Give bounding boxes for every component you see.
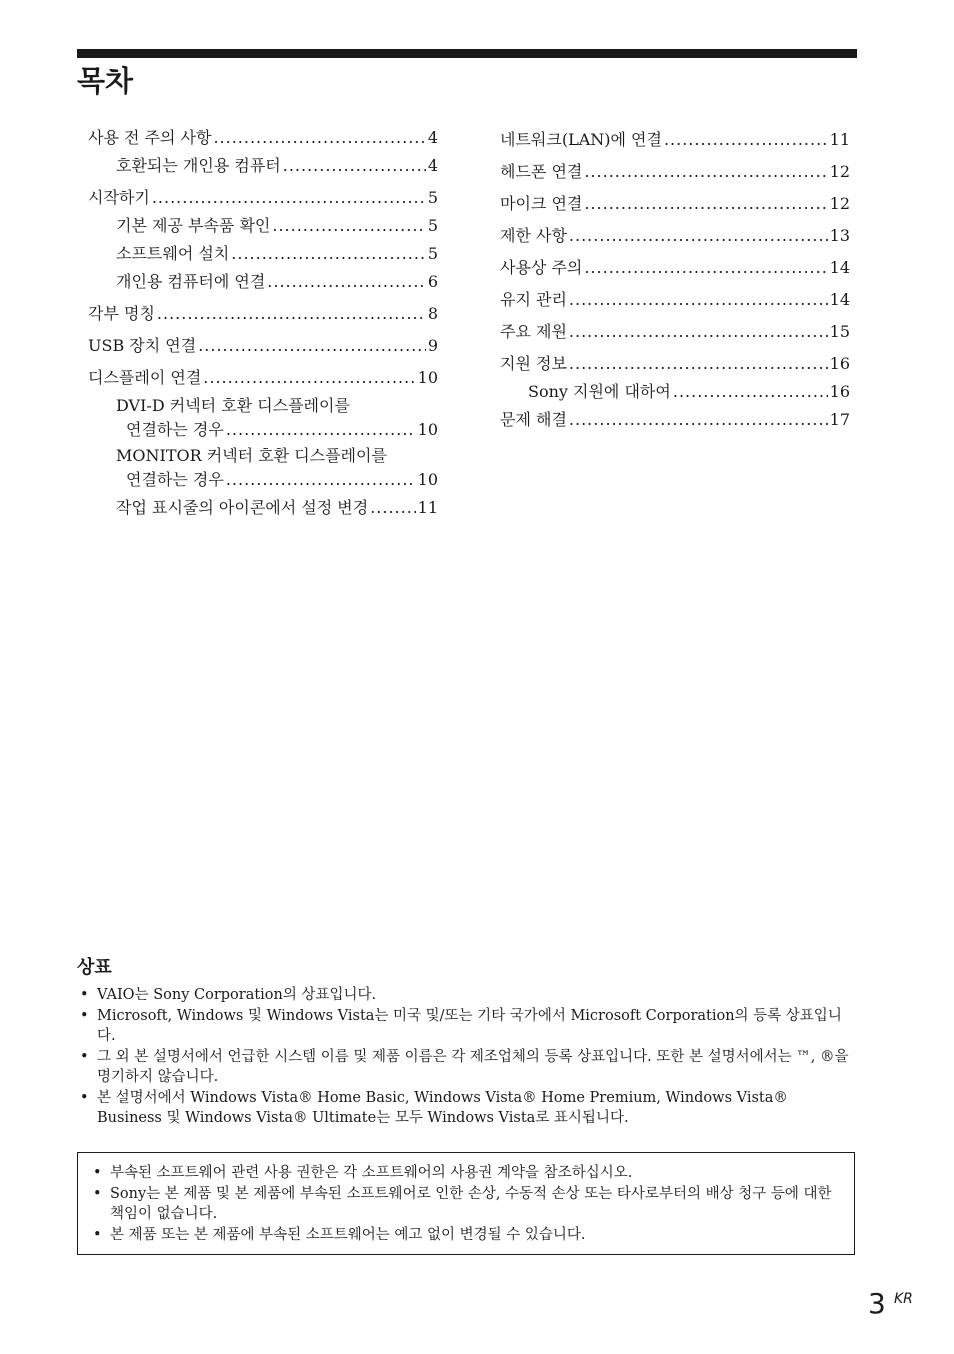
toc-entry-page: 10 bbox=[417, 420, 438, 439]
toc-entry-title: 마이크 연결 bbox=[500, 194, 583, 213]
top-rule bbox=[77, 49, 857, 58]
page-number: 3 bbox=[868, 1287, 886, 1320]
toc-entry[interactable] bbox=[88, 152, 438, 180]
notice-item: • 본 제품 또는 본 제품에 부속된 소프트웨어는 예고 없이 변경될 수 있습니다. bbox=[90, 1225, 842, 1246]
toc-entry-title: 유지 관리 bbox=[500, 290, 567, 309]
toc-leader bbox=[569, 316, 828, 348]
toc-entry-page: 5 bbox=[427, 188, 438, 207]
toc-entry-page: 16 bbox=[829, 382, 850, 401]
toc-entry-page: 15 bbox=[829, 322, 850, 341]
toc-entry[interactable] bbox=[88, 332, 438, 360]
toc-entry-title: 사용 전 주의 사항 bbox=[88, 128, 212, 147]
notice-list bbox=[78, 1153, 854, 1245]
toc-leader bbox=[226, 468, 416, 492]
toc-entry-title: Sony 지원에 대하여 bbox=[528, 382, 671, 401]
toc-entry-page: 12 bbox=[829, 162, 850, 181]
toc-entry[interactable] bbox=[88, 212, 438, 240]
toc-entry[interactable] bbox=[88, 268, 438, 296]
toc-entry-title: 헤드폰 연결 bbox=[500, 162, 583, 181]
toc-entry[interactable] bbox=[88, 184, 438, 212]
toc-leader bbox=[370, 494, 415, 522]
toc-entry[interactable] bbox=[500, 188, 850, 220]
toc-entry-page: 4 bbox=[427, 156, 438, 175]
toc-entry-title: 작업 표시줄의 아이콘에서 설정 변경 bbox=[116, 498, 369, 517]
toc-entry-page: 17 bbox=[829, 410, 850, 429]
toc-entry[interactable] bbox=[500, 348, 850, 380]
toc-entry[interactable] bbox=[500, 284, 850, 316]
trademarks-list bbox=[77, 985, 857, 1129]
toc-entry-page: 9 bbox=[427, 336, 438, 355]
toc-left-column bbox=[88, 124, 438, 522]
toc-entry[interactable] bbox=[88, 444, 438, 492]
toc-entry-page: 10 bbox=[417, 368, 438, 387]
page-title: 목차 bbox=[77, 64, 134, 98]
trademark-item: • 그 외 본 설명서에서 언급한 시스템 이름 및 제품 이름은 각 제조업체의 등록 상표입니다. 또한 본 설명서에서는 ™, ®을 명기하지 않습니다. bbox=[77, 1047, 857, 1088]
toc-entry-title: 호환되는 개인용 컴퓨터 bbox=[116, 156, 281, 175]
toc-entry-page: 8 bbox=[427, 304, 438, 323]
toc-entry-title: 소프트웨어 설치 bbox=[116, 244, 230, 263]
toc-leader bbox=[569, 284, 828, 316]
toc-leader bbox=[213, 124, 425, 152]
toc-leader bbox=[272, 212, 425, 240]
toc-entry-title: 주요 제원 bbox=[500, 322, 567, 341]
toc-entry[interactable] bbox=[88, 124, 438, 152]
toc-entry-page: 6 bbox=[427, 272, 438, 291]
toc-leader bbox=[584, 156, 827, 188]
toc-leader bbox=[152, 184, 426, 212]
toc-leader bbox=[584, 252, 827, 284]
trademark-item: • VAIO는 Sony Corporation의 상표입니다. bbox=[77, 985, 857, 1006]
toc-entry-title: 사용상 주의 bbox=[500, 258, 583, 277]
toc-entry-title: MONITOR 커넥터 호환 디스플레이를 bbox=[116, 446, 387, 465]
toc-entry-title: 제한 사항 bbox=[500, 226, 567, 245]
toc-leader bbox=[157, 300, 426, 328]
toc-entry-page: 14 bbox=[829, 258, 850, 277]
toc-entry[interactable] bbox=[88, 494, 438, 522]
toc-entry-page: 14 bbox=[829, 290, 850, 309]
toc-entry-title-cont: 연결하는 경우 bbox=[126, 470, 224, 489]
toc-entry-page: 10 bbox=[417, 470, 438, 489]
page-number-suffix: KR bbox=[894, 1291, 913, 1307]
notice-box bbox=[77, 1152, 855, 1255]
toc-leader bbox=[198, 332, 426, 360]
toc-entry-title-cont: 연결하는 경우 bbox=[126, 420, 224, 439]
toc-leader bbox=[226, 418, 416, 442]
toc-entry-page: 5 bbox=[427, 216, 438, 235]
toc-entry-page: 13 bbox=[829, 226, 850, 245]
toc-entry-page: 4 bbox=[427, 128, 438, 147]
toc-leader bbox=[584, 188, 827, 220]
toc-entry-title: 디스플레이 연결 bbox=[88, 368, 202, 387]
toc-entry[interactable] bbox=[500, 156, 850, 188]
toc-entry[interactable] bbox=[88, 300, 438, 328]
toc-leader bbox=[569, 404, 828, 436]
toc-entry-title: 문제 해결 bbox=[500, 410, 567, 429]
toc-leader bbox=[569, 220, 828, 252]
toc-leader bbox=[267, 268, 426, 296]
toc-entry-title: 지원 정보 bbox=[500, 354, 567, 373]
toc-entry[interactable] bbox=[500, 252, 850, 284]
toc-leader bbox=[231, 240, 426, 268]
toc-entry-title: 기본 제공 부속품 확인 bbox=[116, 216, 271, 235]
toc-entry[interactable] bbox=[500, 316, 850, 348]
trademark-item: • 본 설명서에서 Windows Vista® Home Basic, Windows Vista® Home Premium, Windows Vista® Business 및 Windows Vista® Ultimate는 모두 Windows Vista로 표시됩니다. bbox=[77, 1088, 857, 1129]
toc-entry[interactable] bbox=[500, 380, 850, 404]
toc-leader bbox=[569, 348, 828, 380]
toc-leader bbox=[673, 380, 828, 404]
toc-entry-title: 각부 명칭 bbox=[88, 304, 155, 323]
toc-entry[interactable] bbox=[500, 220, 850, 252]
toc-entry-title: 시작하기 bbox=[88, 188, 150, 207]
toc-right-column bbox=[500, 124, 850, 436]
toc-entry-page: 12 bbox=[829, 194, 850, 213]
toc-entry-title: 네트워크(LAN)에 연결 bbox=[500, 130, 662, 149]
toc-entry[interactable] bbox=[88, 394, 438, 442]
trademarks-heading: 상표 bbox=[77, 957, 112, 978]
notice-item: • 부속된 소프트웨어 관련 사용 권한은 각 소프트웨어의 사용권 계약을 참조하십시오. bbox=[90, 1163, 842, 1184]
toc-entry[interactable] bbox=[88, 240, 438, 268]
toc-entry-title: 개인용 컴퓨터에 연결 bbox=[116, 272, 266, 291]
toc-entry-title: USB 장치 연결 bbox=[88, 336, 197, 355]
toc-entry-title: DVI-D 커넥터 호환 디스플레이를 bbox=[116, 396, 350, 415]
toc-entry-page: 5 bbox=[427, 244, 438, 263]
toc-entry[interactable] bbox=[500, 124, 850, 156]
toc-leader bbox=[283, 152, 426, 180]
notice-item: • Sony는 본 제품 및 본 제품에 부속된 소프트웨어로 인한 손상, 수동적 손상 또는 타사로부터의 배상 청구 등에 대한 책임이 없습니다. bbox=[90, 1184, 842, 1225]
toc-entry[interactable] bbox=[500, 404, 850, 436]
toc-leader bbox=[664, 124, 828, 156]
toc-entry-page: 11 bbox=[417, 498, 438, 517]
toc-entry-page: 11 bbox=[829, 130, 850, 149]
trademark-item: • Microsoft, Windows 및 Windows Vista는 미국 및/또는 기타 국가에서 Microsoft Corporation의 등록 상표입니다. bbox=[77, 1006, 857, 1047]
toc-entry[interactable] bbox=[88, 364, 438, 392]
toc-entry-page: 16 bbox=[829, 354, 850, 373]
toc-leader bbox=[203, 364, 415, 392]
